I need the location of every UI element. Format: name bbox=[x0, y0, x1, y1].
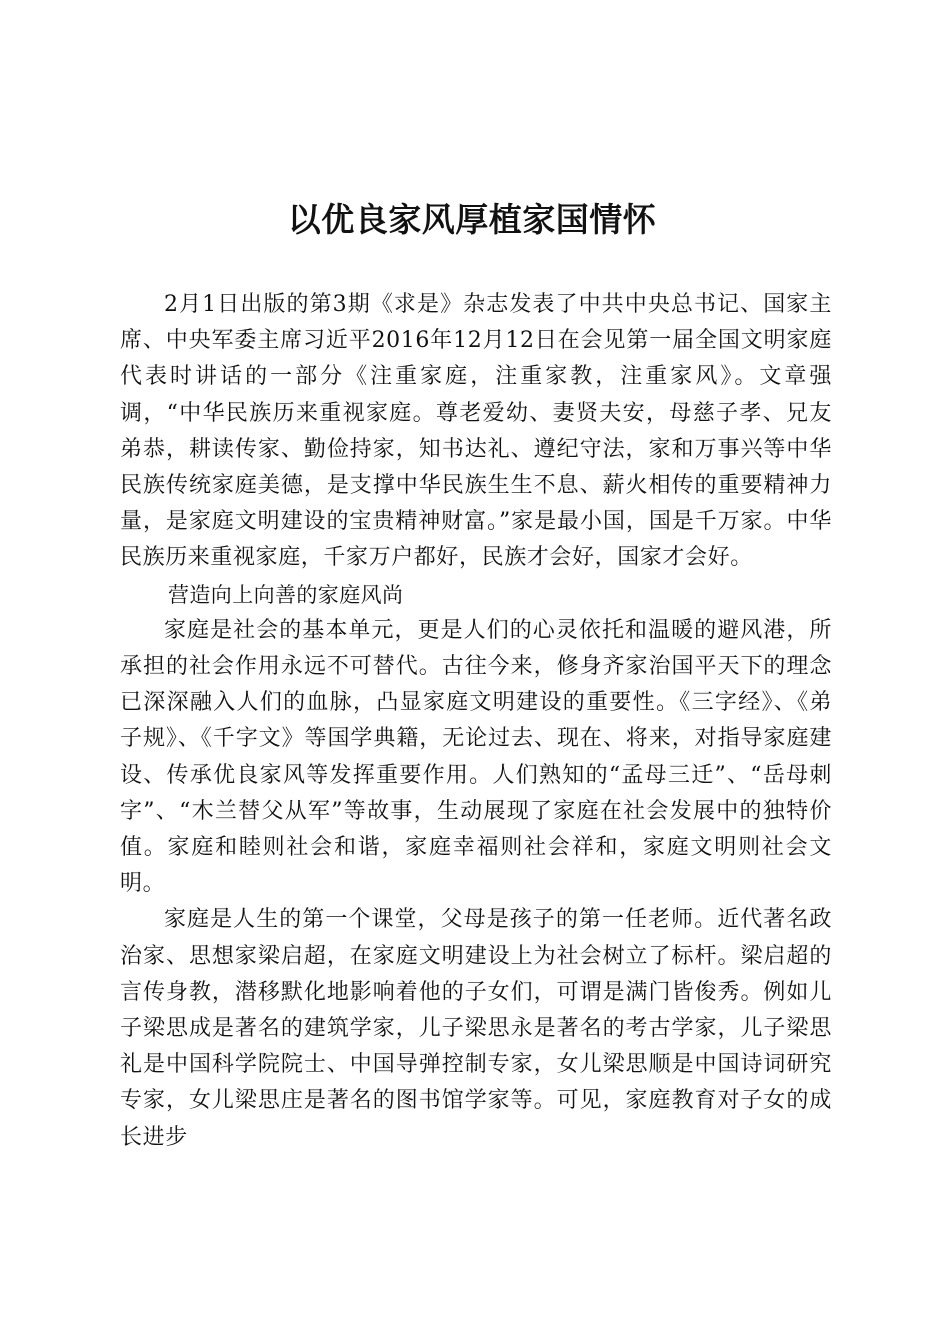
body-paragraph-1: 家庭是社会的基本单元，更是人们的心灵依托和温暖的避风港，所承担的社会作用永远不可替代。古往今来，修身齐家治国平天下的理念已深深融入人们的血脉，凸显家庭文明建设的重要性。《三字经》、《弟子规》、《千字文》等国学典籍，无论过去、现在、将来，对指导家庭建设、传承优良家风等发挥重要作用。人们熟知的“孟母三迁”、“岳母刺字”、“木兰替父从军”等故事，生动展现了家庭在社会发展中的独特价值。家庭和睦则社会和谐，家庭幸福则社会祥和，家庭文明则社会文明。 bbox=[120, 617, 832, 897]
document-title: 以优良家风厚植家国情怀 bbox=[287, 200, 657, 239]
document-body bbox=[120, 287, 832, 1156]
intro-paragraph: 2月1日出版的第3期《求是》杂志发表了中共中央总书记、国家主席、中央军委主席习近平2016年12月12日在会见第一届全国文明家庭代表时讲话的一部分《注重家庭，注重家教，注重家风》。文章强调，“中华民族历来重视家庭。尊老爱幼、妻贤夫安，母慈子孝、兄友弟恭，耕读传家、勤俭持家，知书达礼、遵纪守法，家和万事兴等中华民族传统家庭美德，是支撑中华民族生生不息、薪火相传的重要精神力量，是家庭文明建设的宝贵精神财富。”家是最小国，国是千万家。中华民族历来重视家庭，千家万户都好，民族才会好，国家才会好。 bbox=[120, 292, 832, 571]
section-heading: 营造向上向善的家庭风尚 bbox=[168, 582, 404, 607]
body-paragraph-2: 家庭是人生的第一个课堂，父母是孩子的第一任老师。近代著名政治家、思想家梁启超，在家庭文明建设上为社会树立了标杆。梁启超的言传身教，潜移默化地影响着他的子女们，可谓是满门皆俊秀。例如儿子梁思成是著名的建筑学家，儿子梁思永是著名的考古学家，儿子梁思礼是中国科学院院士、中国导弹控制专家，女儿梁思顺是中国诗词研究专家，女儿梁思庄是著名的图书馆学家等。可见，家庭教育对子女的成长进步 bbox=[120, 907, 832, 1150]
